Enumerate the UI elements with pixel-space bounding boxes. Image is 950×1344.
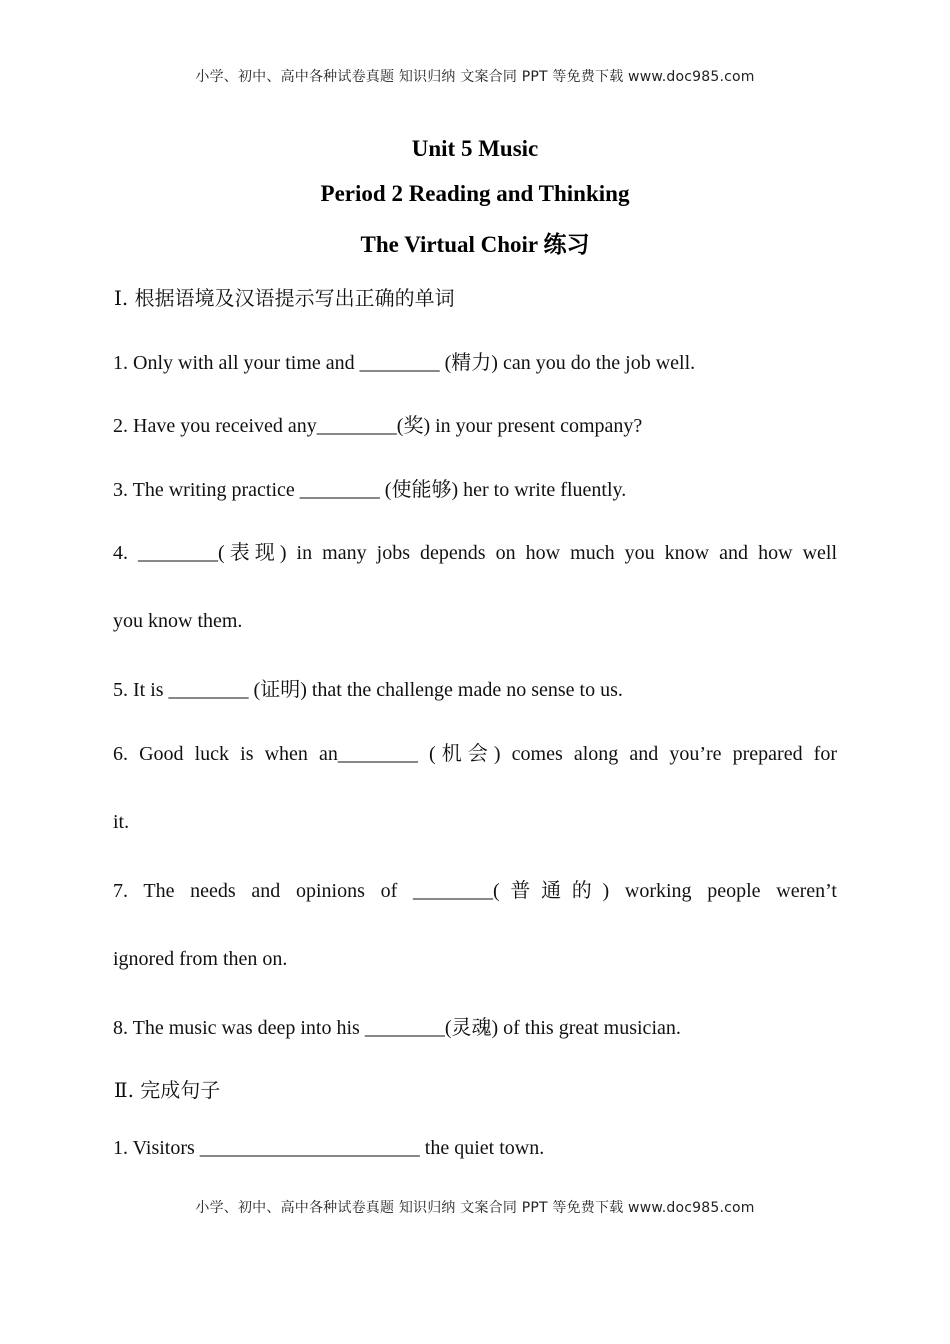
- section-1-heading: Ⅰ. 根据语境及汉语提示写出正确的单词: [114, 286, 455, 310]
- unit-title: Unit 5 Music: [411, 136, 539, 161]
- page-footer: 小学、初中、高中各种试卷真题 知识归纳 文案合同 PPT 等免费下载 www.doc985.com: [195, 1200, 755, 1216]
- question-4-line-1: 4. ________(表现) in many jobs depends on how much you know and how well: [113, 542, 837, 564]
- question-6-line-1: 6. Good luck is when an________ (机会) comes along and you’re prepared for: [113, 743, 837, 765]
- page-header: 小学、初中、高中各种试卷真题 知识归纳 文案合同 PPT 等免费下载 www.doc985.com: [195, 69, 755, 85]
- section-2-heading: Ⅱ. 完成句子: [114, 1078, 221, 1102]
- question-5: 5. It is ________ (证明) that the challenge made no sense to us.: [113, 679, 623, 701]
- period-title: Period 2 Reading and Thinking: [320, 181, 630, 206]
- question-6-line-2: it.: [113, 811, 130, 833]
- question-4-line-2: you know them.: [113, 610, 243, 632]
- question-2: 2. Have you received any________(奖) in your present company?: [113, 415, 643, 437]
- question-7-line-1: 7. The needs and opinions of ________(普通的) working people weren’t: [113, 880, 837, 902]
- question-7-line-2: ignored from then on.: [113, 948, 288, 970]
- question-8: 8. The music was deep into his ________(灵魂) of this great musician.: [113, 1017, 681, 1039]
- topic-title: The Virtual Choir 练习: [360, 232, 590, 257]
- question-1: 1. Only with all your time and ________ (精力) can you do the job well.: [113, 352, 696, 374]
- sentence-1: 1. Visitors ______________________ the quiet town.: [113, 1137, 545, 1159]
- question-3: 3. The writing practice ________ (使能够) her to write fluently.: [113, 479, 627, 501]
